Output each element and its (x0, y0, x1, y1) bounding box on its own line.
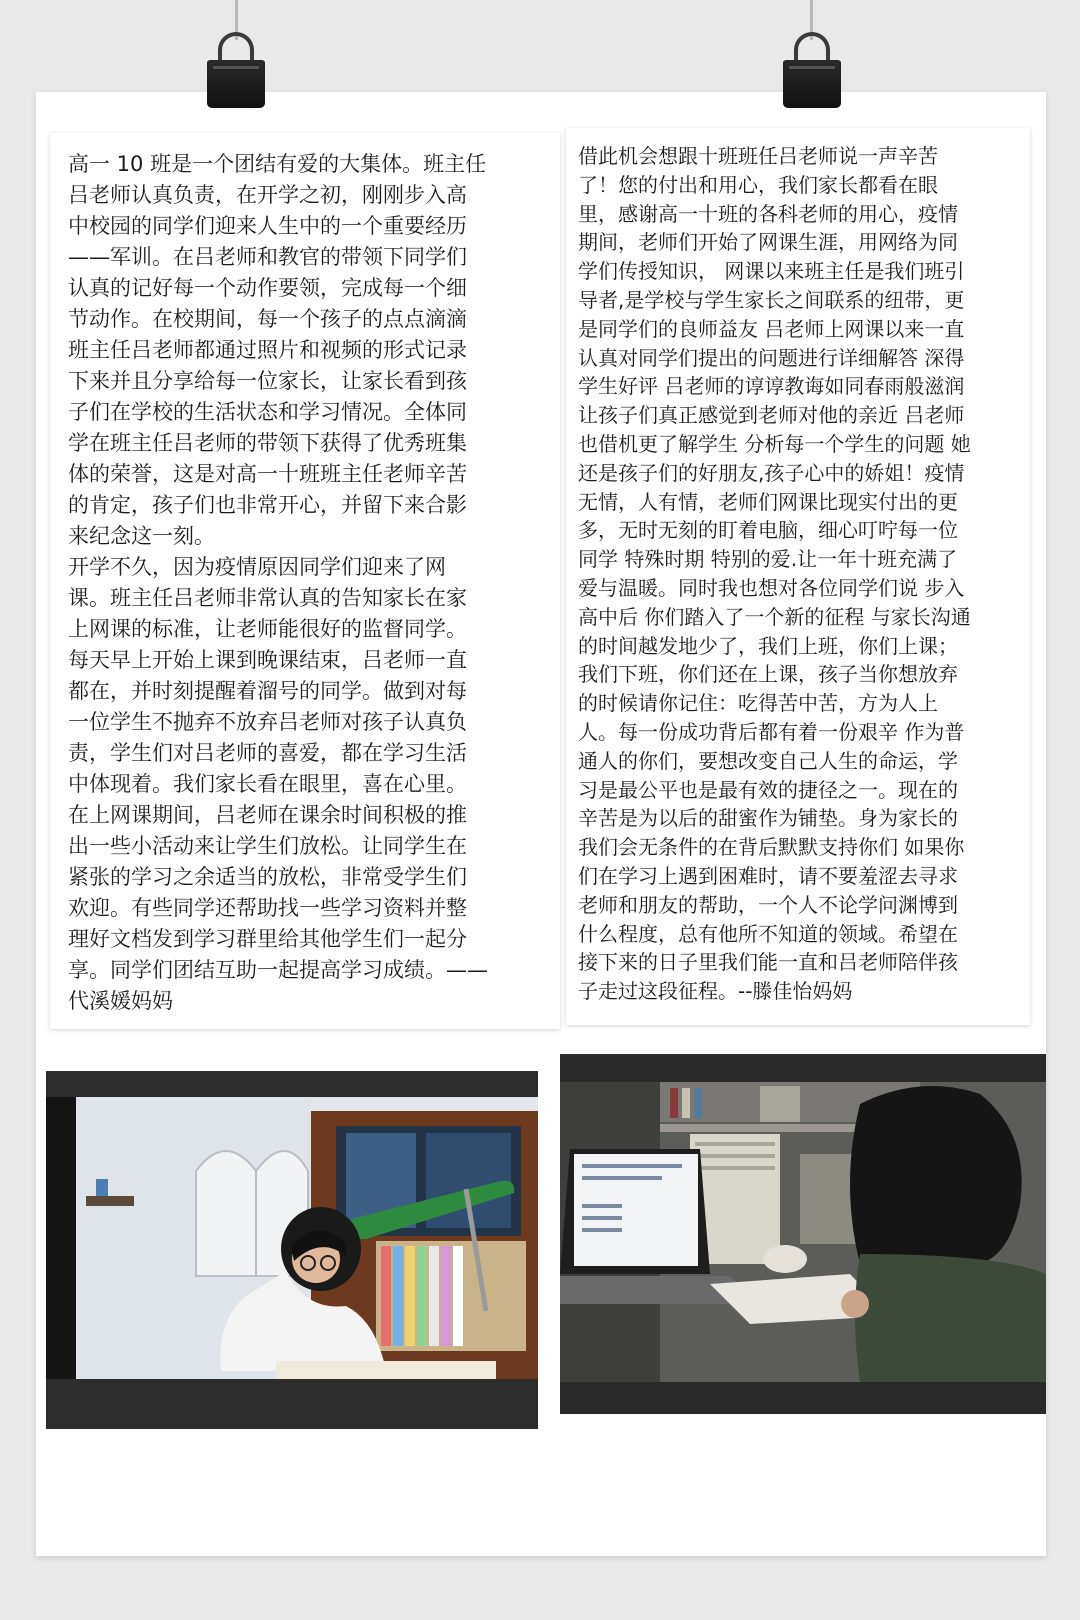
left-card-text: 高一 10 班是一个团结有爱的大集体。班主任 吕老师认真负责，在开学之初，刚刚步入高 中校园的同学们迎来人生中的一个重要经历 ——军训。在吕老师和教官的带领下同学们 认真的记好每一个动作要领，完成每一个细 节动作。在校期间，每一个孩子的点点滴滴 班主任吕老师都通过照片和视频的形式记录 下来并且分享给每一位家长，让家长看到孩 子们在学校的生活状态和学习情况。全体同 学在班主任吕老师的带领下获得了优秀班集 体的荣誉，这是对高一十班班主任老师辛苦 的肯定，孩子们也非常开心，并留下来合影 来纪念这一刻。 开学不久，因为疫情原因同学们迎来了网 课。班主任吕老师非常认真的告知家长在家 上网课的标准，让老师能很好的监督同学。 每天早上开始上课到晚课结束，吕老师一直 都在，并时刻提醒着溜号的同学。做到对每 一位学生不抛弃不放弃吕老师对孩子认真负 责，学生们对吕老师的喜爱，都在学习生活 中体现着。我们家长看在眼里，喜在心里。 在上网课期间，吕老师在课余时间积极的推 出一些小活动来让学生们放松。让同学生在 紧张的学习之余适当的放松，非常受学生们 欢迎。有些同学还帮助找一些学习资料并整 理好文档发到学习群里给其他学生们一起分 享。同学们团结互助一起提高学习成绩。—— 代溪媛妈妈 (68, 152, 488, 1013)
binder-clip-right-icon (783, 32, 841, 110)
right-text-card (566, 128, 1030, 1025)
photo-illustration-right (560, 1054, 1046, 1414)
right-card-text: 借此机会想跟十班班任吕老师说一声辛苦 了！您的付出和用心，我们家长都看在眼 里，感谢高一十班的各科老师的用心，疫情 期间，老师们开始了网课生涯，用网络为同 学们传授知识， 网课以来班主任是我们班引 导者,是学校与学生家长之间联系的纽带，更 是同学们的良师益友 吕老师上网课以来一直 认真对同学们提出的问题进行详细解答 深得 学生好评 吕老师的谆谆教诲如同春雨般滋润 让孩子们真正感觉到老师对他的亲近 吕老师 也借机更了解学生 分析每一个学生的问题 她 还是孩子们的好朋友,孩子心中的娇姐！疫情 无情，人有情，老师们网课比现实付出的更 多，无时无刻的盯着电脑，细心叮咛每一位 同学 特殊时期 特别的爱.让一年十班充满了 爱与温暖。同时我也想对各位同学们说 步入 高中后 你们踏入了一个新的征程 与家长沟通 的时间越发地少了，我们上班，你们上课； 我们下班，你们还在上课，孩子当你想放弃 的时候请你记住：吃得苦中苦，方为人上 人。每一份成功背后都有着一份艰辛 作为普 通人的你们，要想改变自己人生的命运，学 习是最公平也是最有效的捷径之一。现在的 辛苦是为以后的甜蜜作为铺垫。身为家长的 我们会无条件的在背后默默支持你们 如果你 们在学习上遇到困难时，请不要羞涩去寻求 老师和朋友的帮助，一个人不论学问渊博到 什么程度，总有他所不知道的领域。希望在 接下来的日子里我们能一直和吕老师陪伴孩 子走过这段征程。--滕佳怡妈妈 (578, 144, 971, 1004)
left-text-card (50, 133, 560, 1029)
binder-clip-left-icon (207, 32, 265, 110)
photo-student-laptop-desk (560, 1054, 1046, 1414)
photo-student-studying-lamp (46, 1071, 538, 1429)
photo-illustration-left (46, 1071, 538, 1429)
